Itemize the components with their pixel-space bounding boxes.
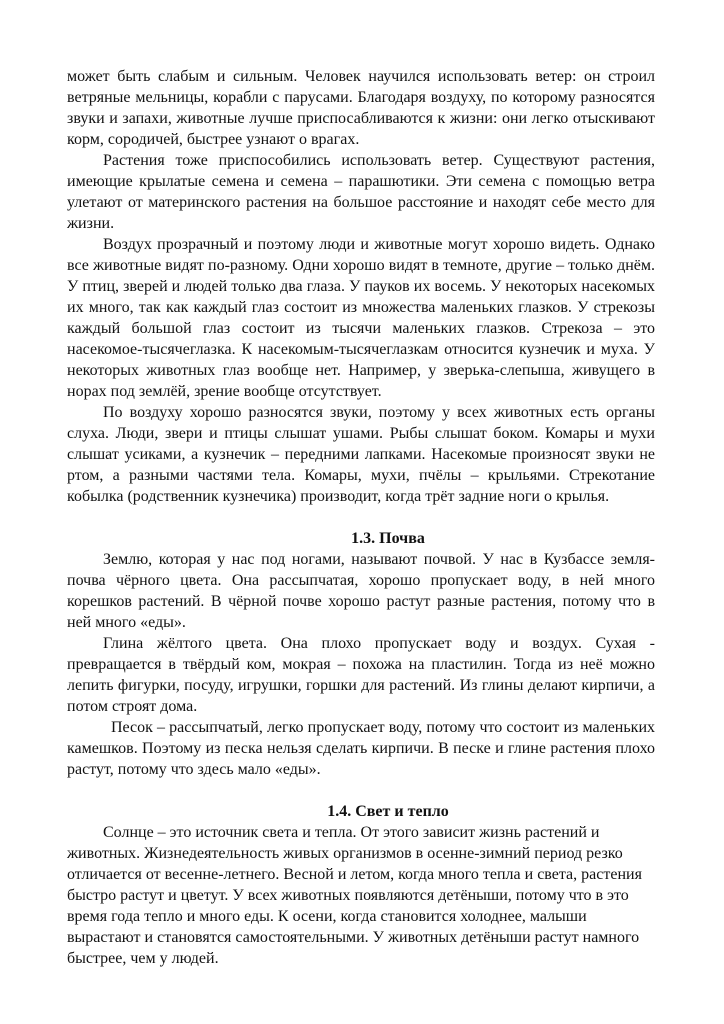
paragraph-hearing: По воздуху хорошо разносятся звуки, поэтому у всех животных есть органы слуха. Люди, звери и птицы слышат ушами. Рыбы слышат боком. Комары и мухи слышат усиками, а кузнечик – передними лапками. Насекомые произносят звуки не ртом, а разными частями тела. Комары, мухи, пчёлы – крыльями. Стрекотание кобылка (родственник кузнечика) производит, когда трёт задние ноги о крылья. — [67, 404, 655, 505]
paragraph-vision: Воздух прозрачный и поэтому люди и животные могут хорошо видеть. Однако все животные видят по-разному. Одни хорошо видят в темноте, другие – только днём. У птиц, зверей и людей только два глаза. У пауков их восемь. У некоторых насекомых их много, так как каждый глаз состоит из множества маленьких глазков. У стрекозы каждый большой глаз состоит из тысячи маленьких глазков. Стрекоза – это насекомое-тысячеглазка. К насекомым-тысячеглазкам относится кузнечик и муха. У некоторых животных глаз вообще нет. Например, у зверька-слепыша, живущего в норах под землёй, зрение вообще отсутствует. — [67, 236, 655, 400]
document-page — [67, 66, 655, 969]
section-heading-light: 1.4. Свет и тепло — [327, 803, 449, 820]
paragraph-wind-usage: может быть слабым и сильным. Человек научился использовать ветер: он строил ветряные мельницы, корабли с парусами. Благодаря воздуху, по которому разносятся звуки и запахи, животные лучше приспосабливаются к жизни: они легко отыскивают корм, сородичей, быстрее узнают о врагах. — [67, 68, 655, 148]
paragraph-plants-wind: Растения тоже приспособились использовать ветер. Существуют растения, имеющие крылатые семена и семена – парашютики. Эти семена с помощью ветра улетают от материнского растения на большое расстояние и находят себе место для жизни. — [67, 152, 655, 232]
paragraph-clay: Глина жёлтого цвета. Она плохо пропускает воду и воздух. Сухая - превращается в твёрдый ком, мокрая – похожа на пластилин. Тогда из неё можно лепить фигурки, посуду, игрушки, горшки для растений. Из глины делают кирпичи, а потом строят дома. — [67, 635, 655, 715]
section-heading-soil: 1.3. Почва — [351, 530, 425, 547]
paragraph-black-soil: Землю, которая у нас под ногами, называют почвой. У нас в Кузбассе земля-почва чёрного цвета. Она рассыпчатая, хорошо пропускает воду, в ней много корешков растений. В чёрной почве хорошо растут разные растения, потому что в ней много «еды». — [67, 551, 655, 631]
paragraph-sun: Солнце – это источник света и тепла. От этого зависит жизнь растений и животных. Жизнедеятельность живых организмов в осенне-зимний период резко отличается от весенне-летнего. Весной и летом, когда много тепла и света, растения быстро растут и цветут. У всех животных появляются детёныши, потому что в это время года тепло и много еды. К осени, когда становится холоднее, малыши вырастают и становятся самостоятельными. У животных детёныши растут намного быстрее, чем у людей. — [67, 824, 642, 967]
section-gap — [67, 507, 655, 528]
paragraph-sand: Песок – рассыпчатый, легко пропускает воду, потому что состоит из маленьких камешков. Поэтому из песка нельзя сделать кирпичи. В песке и глине растения плохо растут, потому что здесь мало «еды». — [67, 719, 655, 778]
section-gap — [67, 780, 655, 801]
